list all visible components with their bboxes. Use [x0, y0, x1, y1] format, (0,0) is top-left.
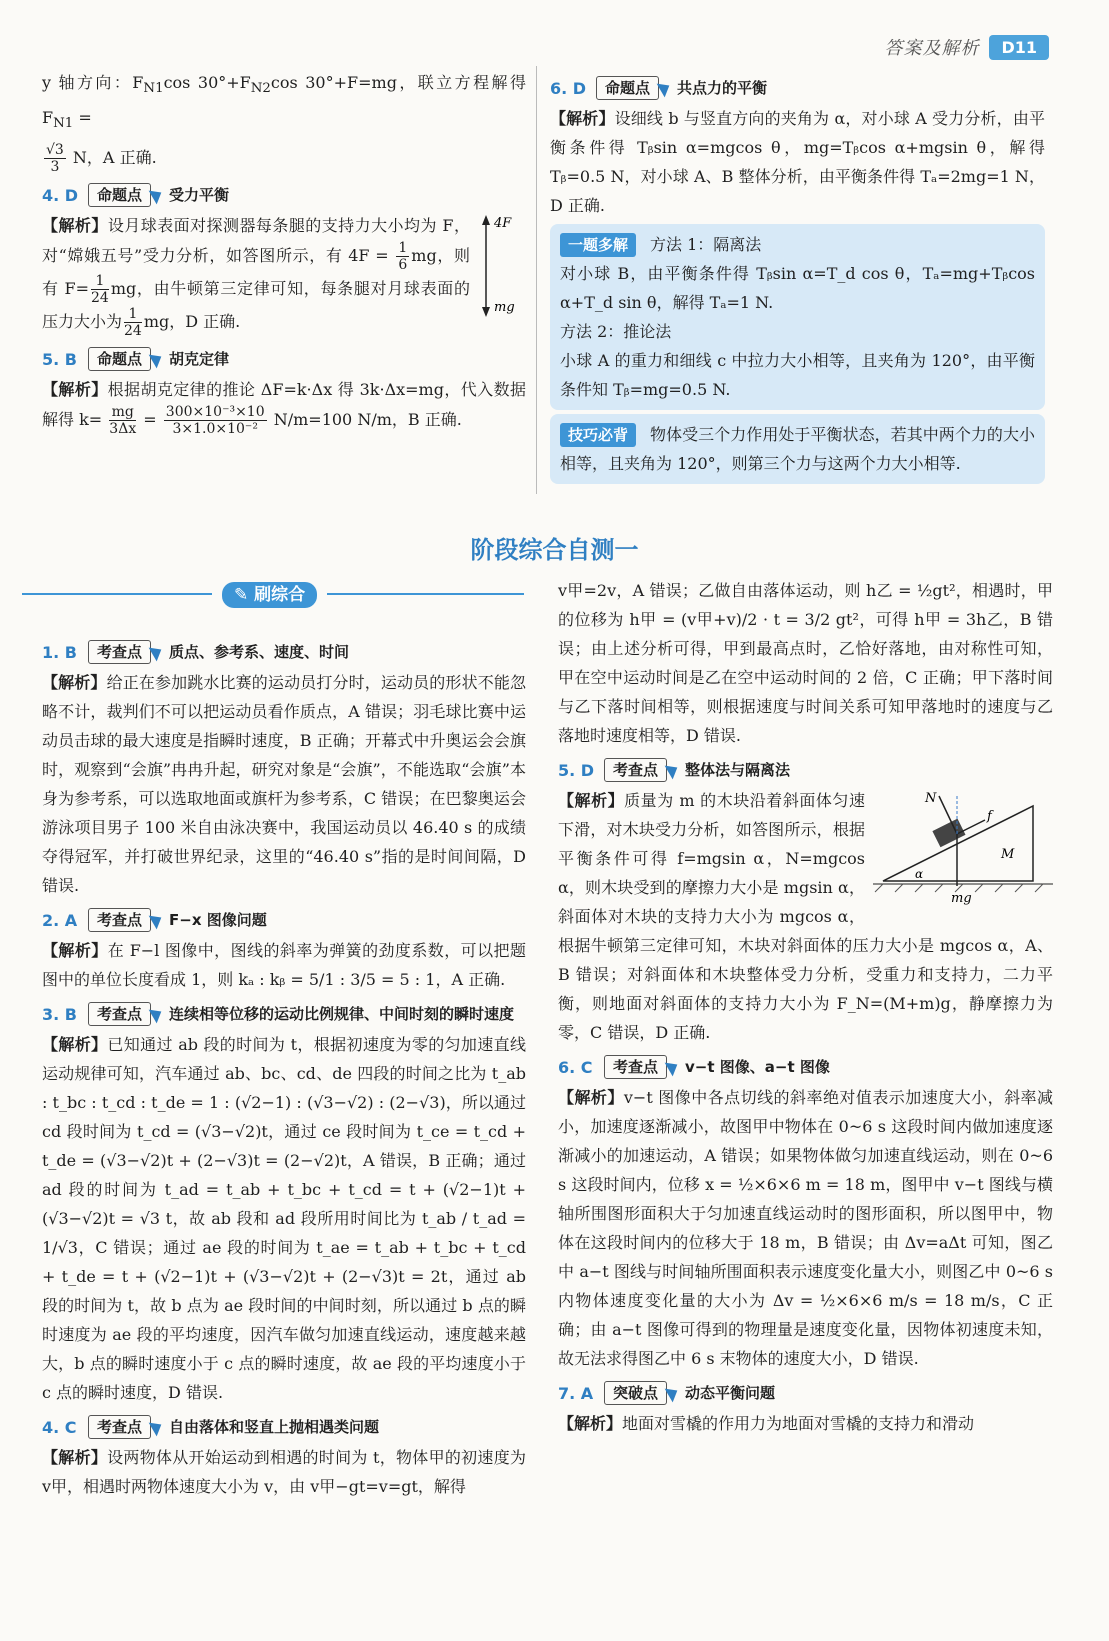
question-number: 7. A: [558, 1383, 594, 1403]
question-6-header: [550, 72, 1045, 104]
question-5-header: [558, 754, 1053, 786]
question-5-header: [42, 343, 526, 375]
method-2-text: 小球 A 的重力和细线 c 中拉力大小相等，且夹角为 120°，由平衡条件知 Tᵦ=mg=0.5 N.: [560, 351, 1035, 399]
question-topic: 受力平衡: [169, 185, 230, 204]
section-badge: ✎ 刷综合: [222, 582, 317, 608]
question-tag: 命题点: [88, 183, 151, 207]
fig-label-N: N: [925, 791, 937, 806]
continuation-text-2: $\frac{√3}{3}$ N，A 正确.: [46, 142, 157, 176]
page-header: [884, 34, 1049, 60]
figure-label-mg: mg: [494, 300, 515, 316]
question-5-analysis: 【解析】质量为 m 的木块沿着斜面体匀速下滑，对木块受力分析，如答图所示，根据平衡条件可得 f=mgsin α，N=mgcos α，则木块受到的摩擦力大小是 mgsin α，斜面体对木块的支持力大小为 mgcos α，根据牛顿第三定律可知，木块对斜面体的压力大小是 mgcos α，A、B 错误；对斜面体和木块整体受力分析，受重力和支持力，二力平衡，则地面对斜面体的支持力大小为 F_N=(M+m)g，静摩擦力为零，C 错误，D 正确.: [558, 791, 1053, 1042]
question-number: 6. C: [558, 1057, 593, 1077]
question-tag: 命题点: [596, 76, 659, 100]
question-3-analysis: 【解析】已知通过 ab 段的时间为 t，根据初速度为零的匀加速直线运动规律可知，汽车通过 ab、bc、cd、de 四段的时间之比为 t_ab : t_bc : t_cd : t_de = 1 : (√2−1) : (√3−√2) : (2−√3)，所以通过 cd 段时间为 t_cd = (√3−√2)t，通过 ce 段时间为 t_ce = t_cd + t_de = (√3−√2)t + (2−√3)t = (2−√2)t，A 错误，B 正确；通过 ad 段的时间为 t_ad = t_ab + t_bc + t_cd = t + (√2−1)t + (√3−√2)t = √3 t，故 ab 段和 ad 段所用时间比为 t_ab / t_ad = 1/√3，C 错误；通过 ae 段的时间为 t_ae = t_ab + t_bc + t_cd + t_de = t + (√2−1)t + (√3−√2)t + (2−√3)t = 2t，通过 ab 段的时间为 t，故 b 点为 ae 段时间的中间时刻，所以通过 b 点的瞬时速度为 ae 段的平均速度，因汽车做匀加速直线运动，速度越来越大，b 点的瞬时速度小于 c 点的瞬时速度，故 ae 段的平均速度小于 c 点的瞬时速度，D 错误.: [42, 1035, 526, 1402]
continuation-text: y 轴方向：$F_{N1}\cos$ $30^\circ+F_{N2}\cos$ 30°+F=mg，联立方程解得 $F_{N1}$ =: [42, 73, 526, 132]
continuation-text: v甲=2v，A 错误；乙做自由落体运动，则 h乙 = ½gt²，相遇时，甲的位移为 h甲 = (v甲+v)/2 · t = 3/2 gt²，可得 h甲 = 3h乙，B 错误；由上述分析可得，甲到最高点时，乙恰好落地，由对称性可知，甲在空中运动时间是乙在空中运动时间的 2 倍，C 正确；甲下落时间与乙下落时间相等，则根据速度与时间关系可知甲落地时的速度与乙落地时速度相等，D 错误.: [558, 581, 1053, 745]
question-number: 5. B: [42, 349, 77, 369]
question-tag: 考查点: [604, 758, 667, 782]
box-tag: 技巧必背: [560, 423, 636, 447]
question-1-header: [42, 636, 526, 668]
question-number: 4. C: [42, 1417, 77, 1437]
question-tag: 考查点: [88, 640, 151, 664]
fig-label-mg: mg: [951, 891, 972, 906]
fraction-sqrt3-3: $\frac{√3}{3}$: [46, 142, 64, 176]
question-4-analysis: 【解析】设两物体从开始运动到相遇的时间为 t，物体甲的初速度为 v甲，相遇时两物体速度大小为 v，由 v甲−gt=v=gt，解得: [42, 1448, 526, 1496]
question-7-header: [558, 1377, 1053, 1409]
question-tag: 考查点: [88, 1002, 151, 1026]
question-number: 4. D: [42, 185, 79, 205]
question-6-header: [558, 1051, 1053, 1083]
fig-label-f: f: [987, 809, 992, 824]
section-title: 阶段综合自测一: [470, 536, 639, 564]
question-6-analysis: 【解析】v−t 图像中各点切线的斜率绝对值表示加速度大小，斜率减小，加速度逐渐减小，故图甲中物体在 0~6 s 这段时间内做加速度逐渐减小的加速运动，A 错误；如果物体做匀加速直线运动，则在 0~6 s 这段时间内，位移 x = ½×6×6 m = 18 m，图甲中 v−t 图线与横轴所围图形面积大于匀加速直线运动时的图形面积，所以图甲中，物体在这段时间内的位移大于 18 m，B 错误；由 Δv=aΔt 可知，图乙中 a−t 图线与时间轴所围面积表示速度变化量大小，则图乙中 0~6 s 内物体速度变化量的大小为 Δv = ½×6×6 m/s = 18 m/s，C 正确；由 a−t 图像可得到的物理量是速度变化量，因物体初速度未知，故无法求得图乙中 6 s 末物体的速度大小，D 错误.: [558, 1088, 1053, 1368]
question-tag: 突破点: [604, 1381, 667, 1405]
question-number: 1. B: [42, 642, 77, 662]
question-5-analysis: 【解析】根据胡克定律的推论 ΔF=k·Δx 得 3k·Δx=mg，代入数据解得 k= $\frac{mg}{3\Delta x}$ = $\frac{\text{300×10⁻³×10}}{\text{3×1.0×10⁻²}}$ N/m=100 N/m，B 正确.: [42, 380, 526, 438]
question-6-analysis: 【解析】设细线 b 与竖直方向的夹角为 α，对小球 A 受力分析，由平衡条件得 Tᵦsin α=mgcos θ，mg=Tᵦcos α+mgsin θ，解得 Tᵦ=0.5 N，对小球 A、B 整体分析，由平衡条件得 Tₐ=2mg=1 N，D 正确.: [550, 109, 1045, 215]
question-topic: 质点、参考系、速度、时间: [169, 642, 350, 661]
question-tag: 考查点: [88, 1415, 151, 1439]
force-arrow-figure: [476, 211, 526, 321]
question-topic: F−x 图像问题: [169, 910, 267, 929]
bottom-left-column: [42, 632, 526, 1501]
method-1-text: 对小球 B，由平衡条件得 Tᵦsin α=T_d cos θ，Tₐ=mg+Tᵦcos α+T_d sin θ，解得 Tₐ=1 N.: [560, 264, 1035, 312]
question-number: 2. A: [42, 910, 78, 930]
question-tag: 命题点: [88, 347, 151, 371]
question-tag: 考查点: [604, 1055, 667, 1079]
question-topic: 连续相等位移的运动比例规律、中间时刻的瞬时速度: [169, 1004, 515, 1023]
top-right-column: [550, 68, 1045, 484]
method-2-title: 方法 2：推论法: [560, 322, 672, 341]
question-4-analysis: 【解析】设月球表面对探测器每条腿的支持力大小均为 F，对“嫦娥五号”受力分析，如答图所示，有 4F = $\frac{1}{6}$ mg，则有 F= $\frac{1}{24}$ mg，由牛顿第三定律可知，每条腿对月球表面的压力大小为 $\frac{1}{24}$ mg，D 正确.: [42, 216, 470, 340]
fig-label-M: M: [1001, 847, 1015, 862]
question-topic: 自由落体和竖直上抛相遇类问题: [169, 1417, 380, 1436]
question-topic: v−t 图像、a−t 图像: [685, 1057, 830, 1076]
question-topic: 整体法与隔离法: [685, 760, 791, 779]
question-3-header: [42, 998, 526, 1030]
question-7-analysis: 【解析】地面对雪橇的作用力为地面对雪橇的支持力和滑动: [558, 1414, 975, 1433]
incline-figure: [873, 786, 1053, 906]
question-4-header: [42, 1411, 526, 1443]
question-number: 5. D: [558, 760, 595, 780]
section-badge-bar: [22, 582, 524, 606]
header-title: 答案及解析: [884, 38, 980, 59]
fig-label-alpha: α: [915, 867, 924, 881]
tips-box: 技巧必背 物体受三个力作用处于平衡状态，若其中两个力的大小相等，且夹角为 120°，则第三个力与这两个力大小相等.: [550, 414, 1045, 484]
column-divider: [536, 66, 537, 494]
question-topic: 胡克定律: [169, 349, 230, 368]
bottom-right-column: [558, 576, 1053, 1438]
top-left-column: [42, 68, 526, 437]
question-topic: 共点力的平衡: [677, 78, 768, 97]
question-4-header: [42, 179, 526, 211]
box-tag: 一题多解: [560, 233, 636, 257]
figure-label-4F: 4F: [494, 216, 512, 232]
question-tag: 考查点: [88, 908, 151, 932]
question-1-analysis: 【解析】给正在参加跳水比赛的运动员打分时，运动员的形状不能忽略不计，裁判们不可以把运动员看作质点，A 错误；羽毛球比赛中运动员击球的最大速度是指瞬时速度，B 正确；开幕式中升奥运会会旗时，观察到“会旗”冉冉升起，研究对象是“会旗”，不能选取“会旗”本身为参考系，可以选取地面或旗杆为参考系，C 错误；在巴黎奥运会游泳项目男子 100 米自由泳决赛中，我国运动员以 46.40 s 的成绩夺得冠军，并打破世界纪录，这里的“46.40 s”指的是时间间隔，D 错误.: [42, 673, 526, 895]
question-2-analysis: 【解析】在 F−l 图像中，图线的斜率为弹簧的劲度系数，可以把题图中的单位长度看成 1，则 kₐ : kᵦ = 5/1 : 3/5 = 5 : 1，A 正确.: [42, 941, 526, 989]
question-number: 6. D: [550, 78, 587, 98]
question-2-header: [42, 904, 526, 936]
question-topic: 动态平衡问题: [685, 1383, 776, 1402]
question-number: 3. B: [42, 1004, 77, 1024]
page-number: D11: [989, 35, 1049, 60]
multi-solution-box: 一题多解 方法 1：隔离法 对小球 B，由平衡条件得 Tᵦsin α=T_d cos θ，Tₐ=mg+Tᵦcos α+T_d sin θ，解得 Tₐ=1 N. 方法 2：推论法 小球 A 的重力和细线 c 中拉力大小相等，且夹角为 120°，由平衡条件知 Tᵦ=mg=0.5 N.: [550, 224, 1045, 410]
